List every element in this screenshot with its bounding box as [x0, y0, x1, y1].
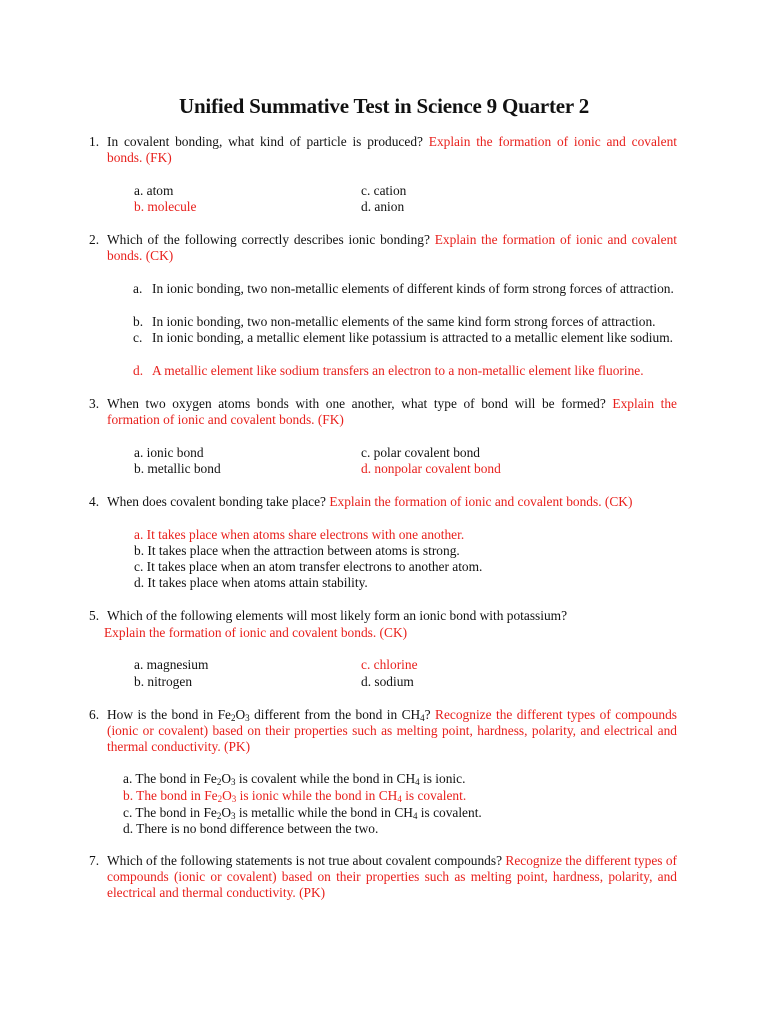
page-title: Unified Summative Test in Science 9 Quarter 2	[178, 94, 590, 118]
option-d: d. It takes place when atoms attain stability.	[134, 575, 368, 590]
option-a-answer: a. It takes place when atoms share electrons with one another.	[134, 527, 465, 542]
option-d-answer: d. A metallic element like sodium transfers an electron to a non-metallic element like fluorine.	[133, 363, 644, 378]
competency-text: Explain the formation of ionic and covalent bonds. (CK)	[107, 232, 677, 263]
question-3	[89, 396, 677, 428]
question-6	[89, 707, 677, 755]
option-c: c. polar covalent bond	[361, 445, 480, 460]
option-c-answer: c. chlorine	[361, 657, 418, 672]
option-c: c. It takes place when an atom transfer electrons to another atom.	[134, 559, 483, 574]
option-c: c. The bond in $Fe_2O_3$ is metallic while the bond in $CH_4$ is covalent.	[123, 805, 482, 821]
option-b: b. It takes place when the attraction between atoms is strong.	[134, 543, 460, 558]
question-7	[89, 853, 677, 901]
question-number: 6.	[89, 707, 100, 722]
question-text: Which of the following correctly describes ionic bonding?	[107, 232, 430, 247]
question-number: 3.	[89, 396, 100, 411]
option-d-answer: d. nonpolar covalent bond	[361, 461, 501, 476]
question-number: 5.	[89, 608, 100, 623]
question-2	[89, 232, 677, 264]
question-number: 2.	[89, 232, 100, 247]
question-text: Which of the following statements is not true about covalent compounds?	[107, 853, 503, 868]
option-a: a. The bond in $Fe_2O_3$ is covalent while the bond in $CH_4$ is ionic.	[123, 771, 466, 787]
competency-text: Explain the formation of ionic and covalent bonds. (CK)	[329, 494, 633, 509]
competency-text: Explain the formation of ionic and covalent bonds. (CK)	[104, 625, 408, 640]
question-5	[89, 608, 677, 624]
option-a: a. magnesium	[134, 657, 209, 672]
option-b: b. nitrogen	[134, 674, 193, 689]
option-d: d. anion	[361, 199, 405, 214]
question-text: In covalent bonding, what kind of particle is produced?	[107, 134, 423, 149]
option-d: d. There is no bond difference between the two.	[123, 821, 379, 836]
option-a: a. ionic bond	[134, 445, 204, 460]
option-a: a. atom	[134, 183, 174, 198]
option-b: b. In ionic bonding, two non-metallic elements of the same kind form strong forces of attraction.	[133, 314, 656, 329]
option-c: c. cation	[361, 183, 407, 198]
question-number: 4.	[89, 494, 100, 509]
option-c: c. In ionic bonding, a metallic element like potassium is attracted to a metallic element like sodium.	[133, 330, 673, 345]
question-text: Which of the following elements will most likely form an ionic bond with potassium?	[107, 608, 568, 623]
question-number: 7.	[89, 853, 100, 868]
option-a: a. In ionic bonding, two non-metallic elements of different kinds of form strong forces of attraction.	[133, 281, 674, 296]
option-d: d. sodium	[361, 674, 414, 689]
competency-text: Recognize the different types of compounds (ionic or covalent) based on their properties such as melting point, hardness, polarity, and electrical and thermal conductivity. (PK)	[107, 707, 677, 754]
competency-text: Explain the formation of ionic and covalent bonds. (FK)	[107, 134, 677, 165]
option-b-answer: b. molecule	[134, 199, 197, 214]
question-text: How is the bond in $Fe_2O_3$ different from the bond in $CH_4$?	[107, 707, 431, 723]
option-b-answer: b. The bond in $Fe_2O_3$ is ionic while the bond in $CH_4$ is covalent.	[123, 788, 467, 804]
option-b: b. metallic bond	[134, 461, 221, 476]
question-text: When does covalent bonding take place?	[107, 494, 326, 509]
question-number: 1.	[89, 134, 100, 149]
competency-text: Recognize the different types of compounds (ionic or covalent) based on their properties such as melting point, hardness, polarity, and electrical and thermal conductivity. (PK)	[107, 853, 677, 900]
competency-text: Explain the formation of ionic and covalent bonds. (FK)	[107, 396, 677, 427]
question-text: When two oxygen atoms bonds with one another, what type of bond will be formed?	[107, 396, 606, 411]
question-4	[89, 494, 677, 510]
question-1	[89, 134, 677, 166]
